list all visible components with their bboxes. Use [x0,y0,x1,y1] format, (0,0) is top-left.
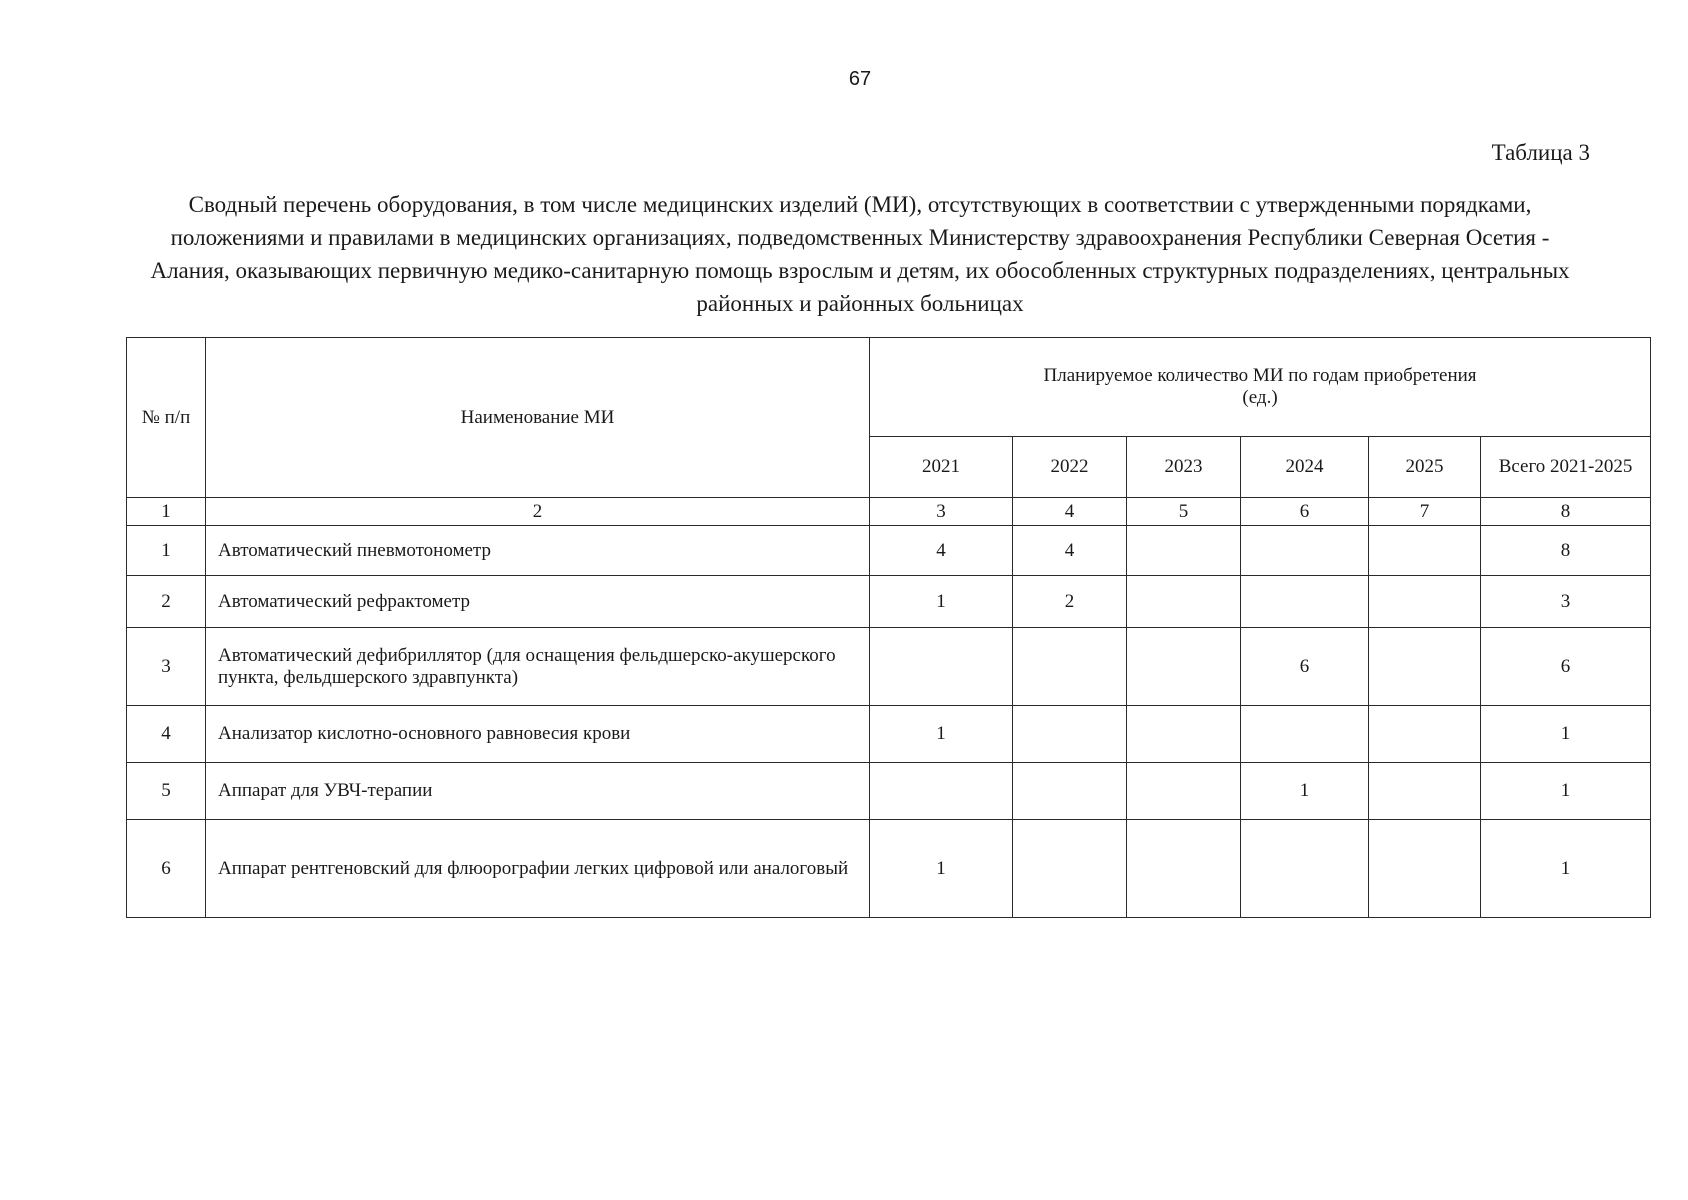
header-year: 2025 [1369,437,1481,498]
column-number: 3 [870,498,1013,526]
row-2025 [1369,628,1481,706]
row-num: 2 [127,576,206,628]
table-row [127,706,1651,763]
row-2025 [1369,706,1481,763]
row-num: 4 [127,706,206,763]
row-total: 8 [1481,526,1651,576]
row-2024 [1241,526,1369,576]
row-name: Аппарат для УВЧ-терапии [206,763,870,820]
row-name: Аппарат рентгеновский для флюорографии легких цифровой или аналоговый [206,820,870,918]
row-num: 1 [127,526,206,576]
row-2023 [1127,576,1241,628]
header-year: 2024 [1241,437,1369,498]
row-2025 [1369,820,1481,918]
header-planned-unit: (ед.) [1242,387,1278,408]
row-2023 [1127,628,1241,706]
row-2021: 1 [870,576,1013,628]
header-planned-label: Планируемое количество МИ по годам приобретения [1043,365,1477,386]
header-planned [870,338,1651,437]
header-name: Наименование МИ [206,338,870,498]
row-total: 1 [1481,763,1651,820]
row-2022 [1013,706,1127,763]
row-2023 [1127,820,1241,918]
row-2022: 2 [1013,576,1127,628]
row-total: 3 [1481,576,1651,628]
row-2025 [1369,526,1481,576]
row-2023 [1127,526,1241,576]
table-label: Таблица 3 [1491,140,1590,165]
header-total: Всего 2021-2025 [1481,437,1651,498]
column-number: 5 [1127,498,1241,526]
row-2024 [1241,706,1369,763]
row-num: 6 [127,820,206,918]
table-row [127,576,1651,628]
header-num: № п/п [127,338,206,498]
document-title: Сводный перечень оборудования, в том числе медицинских изделий (МИ), отсутствующих в соответствии с утвержденными порядками, положениями и правилами в медицинских организациях, подведомственных Министерству здравоохранения Республики Северная Осетия - Алания, оказывающих первичную медико-санитарную помощь взрослым и детям, их обособленных структурных подразделениях, центральных районных и районных больницах [150,192,1570,316]
row-num: 5 [127,763,206,820]
row-2022 [1013,820,1127,918]
row-num: 3 [127,628,206,706]
header-row [127,338,1651,437]
column-number: 6 [1241,498,1369,526]
row-total: 1 [1481,706,1651,763]
header-year: 2023 [1127,437,1241,498]
column-number-row [127,498,1651,526]
row-2021 [870,628,1013,706]
column-number: 7 [1369,498,1481,526]
column-number: 4 [1013,498,1127,526]
row-2025 [1369,763,1481,820]
row-2023 [1127,706,1241,763]
table-row [127,628,1651,706]
equipment-table [126,337,1651,918]
row-name: Анализатор кислотно-основного равновесия крови [206,706,870,763]
row-total: 1 [1481,820,1651,918]
table-row [127,526,1651,576]
row-name: Автоматический дефибриллятор (для оснащения фельдшерско-акушерского пункта, фельдшерского здравпункта) [206,628,870,706]
row-2024 [1241,576,1369,628]
row-name: Автоматический рефрактометр [206,576,870,628]
row-2023 [1127,763,1241,820]
row-2021: 4 [870,526,1013,576]
row-2022 [1013,763,1127,820]
row-2024: 6 [1241,628,1369,706]
column-number: 2 [206,498,870,526]
column-number: 1 [127,498,206,526]
table-row [127,820,1651,918]
row-2025 [1369,576,1481,628]
row-2021 [870,763,1013,820]
page-number: 67 [848,68,872,90]
row-2021: 1 [870,820,1013,918]
row-2022: 4 [1013,526,1127,576]
row-name: Автоматический пневмотонометр [206,526,870,576]
row-2024: 1 [1241,763,1369,820]
header-year: 2022 [1013,437,1127,498]
table-row [127,763,1651,820]
row-total: 6 [1481,628,1651,706]
row-2022 [1013,628,1127,706]
row-2021: 1 [870,706,1013,763]
header-year: 2021 [870,437,1013,498]
column-number: 8 [1481,498,1651,526]
row-2024 [1241,820,1369,918]
